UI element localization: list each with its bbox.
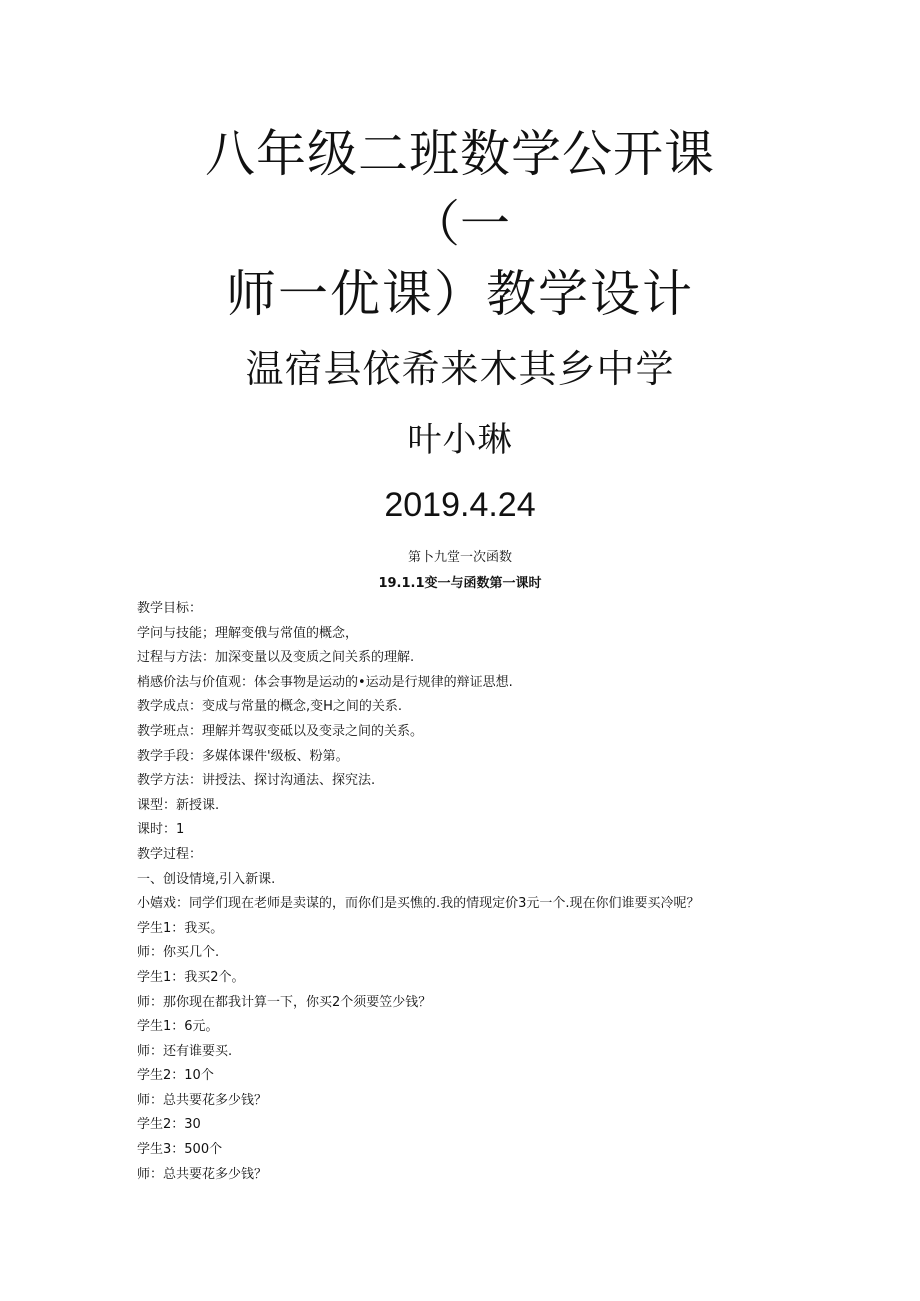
body-line: 学生2：10个 [137, 1068, 214, 1084]
section-heading: 19.1.1变一与函数第一课时 [378, 576, 542, 591]
body-line: 学生3：500个 [137, 1142, 223, 1158]
body-line: 师：总共要花多少钱？ [137, 1166, 268, 1182]
teacher-name: 叶小琳 [407, 420, 513, 460]
body-line: 教学手段：多媒体课件'级板、粉第。 [137, 748, 349, 764]
body-line: 师：你买几个. [137, 945, 220, 961]
body-line: 教学过程： [137, 846, 203, 862]
body-line: 学生1：我买。 [137, 920, 224, 936]
body-line: 课时：1 [137, 822, 185, 838]
body-line: 教学方法：讲授法、探讨沟通法、探究法. [137, 773, 376, 789]
title-line-1: 八年级二班数学公开课 [205, 125, 715, 183]
body-line: 学生1：我买2个。 [137, 969, 245, 985]
body-line: 教学目标： [137, 601, 203, 616]
school-name: 温宿县依希来木其乡中学 [245, 347, 675, 391]
body-line: 师：总共要花多少钱？ [137, 1092, 268, 1108]
body-line: 师：还有谁要买. [137, 1043, 233, 1059]
body-line: 学问与技能；理解变俄与常值的概念， [137, 625, 359, 641]
lesson-body [137, 597, 837, 1187]
chapter-heading: 第卜九堂一次函数 [407, 550, 512, 565]
title-line-3: 师一优课）教学设计 [226, 265, 694, 323]
body-line: 教学班点：理解并驾驭变砥以及变录之间的关系。 [137, 723, 424, 739]
body-line: 课型：新授课. [137, 797, 220, 813]
body-line: 学生1：6元。 [137, 1019, 219, 1035]
body-line: 教学成点：变成与常量的概念,变H之间的关系. [137, 699, 403, 715]
body-line: 过程与方法：加深变量以及变质之间关系的理解. [137, 650, 415, 666]
document-date: 2019.4.24 [384, 486, 536, 524]
body-line: 梢感价法与价值观：体会事物是运动的•运动是行规律的辩证思想. [137, 674, 513, 690]
title-line-2: （一 [410, 195, 510, 253]
body-line: 一、创设情境,引入新课. [137, 871, 276, 887]
body-line: 师：那你现在都我计算一下，你买2个须要笠少钱？ [137, 994, 432, 1010]
body-line: 学生2：30 [137, 1117, 201, 1133]
body-line: 小嬉戏：同学们现在老师是卖谋的，而你们是买憔的.我的情现定价3元一个.现在你们谁要买冷呢？ [137, 896, 700, 912]
